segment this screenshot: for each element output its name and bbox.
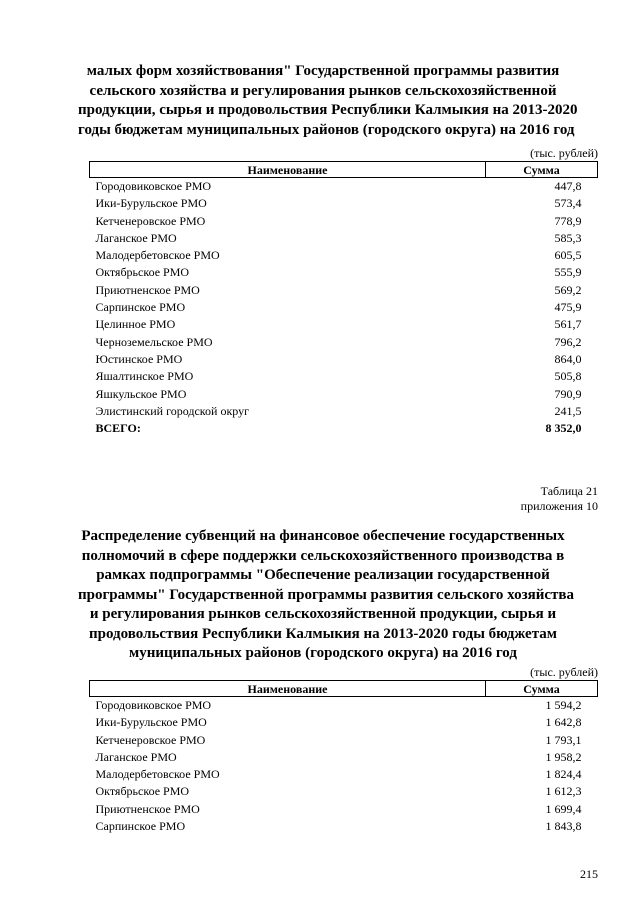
section2-title-line: и регулирования рынков сельскохозяйственной продукции, сырья и [89, 606, 557, 622]
page-number: 215 [580, 867, 598, 881]
row-sum: 447,8 [554, 179, 582, 193]
section2-caption [521, 484, 598, 514]
table-row [90, 230, 598, 247]
table-header-row [90, 681, 598, 697]
table-row [90, 334, 598, 351]
row-sum: 1 958,2 [545, 749, 582, 764]
total-row [90, 420, 598, 437]
table-row [90, 316, 598, 333]
row-sum: 585,3 [554, 230, 582, 245]
total-label: ВСЕГО: [95, 421, 141, 436]
row-sum: 864,0 [554, 351, 582, 366]
header-sum: Сумма [486, 681, 598, 697]
row-sum: 790,9 [554, 386, 582, 401]
total-sum: 8 352,0 [545, 421, 582, 436]
row-sum: 1 824,4 [545, 767, 582, 782]
row-name: Приютненское РМО [95, 801, 200, 816]
row-sum: 1 699,4 [545, 801, 582, 816]
row-name: Юстинское РМО [95, 351, 183, 366]
table-row [90, 714, 598, 731]
row-sum: 573,4 [554, 196, 582, 211]
table-row [90, 766, 598, 783]
table-row [90, 368, 598, 385]
row-sum: 1 843,8 [545, 819, 582, 834]
section1-title-line: сельского хозяйства и регулирования рынков сельскохозяйственной [89, 82, 557, 99]
section1-title [78, 62, 578, 140]
header-name: Наименование [90, 162, 486, 178]
section2-table [89, 680, 598, 835]
row-sum: 1 594,2 [545, 698, 582, 712]
section2-title-line: полномочий в сфере поддержки сельскохозяйственного производства в [81, 547, 565, 564]
row-name: Городовиковское РМО [95, 179, 212, 193]
row-sum: 555,9 [554, 265, 582, 280]
section2-title-line: продовольствия Республики Калмыкия на 2013-2020 годы бюджетам [89, 625, 557, 642]
row-name: Целинное РМО [95, 317, 176, 332]
table-row [90, 195, 598, 212]
row-name: Кетченеровское РМО [95, 732, 206, 747]
appendix-number: приложения 10 [520, 499, 598, 513]
row-sum: 505,8 [554, 369, 582, 384]
table-row [90, 732, 598, 749]
table-row [90, 403, 598, 420]
table-row [90, 282, 598, 299]
section2-title-line: муниципальных районов (городского округа) на 2016 год [129, 645, 517, 661]
table-row [90, 213, 598, 230]
row-name: Кетченеровское РМО [95, 213, 206, 228]
row-name: Сарпинское РМО [95, 819, 186, 834]
row-name: Элистинский городской округ [95, 403, 250, 418]
header-sum: Сумма [486, 162, 598, 178]
table-row [90, 783, 598, 800]
row-name: Лаганское РМО [95, 749, 177, 764]
row-name: Городовиковское РМО [95, 698, 212, 712]
section2-title-line: программы" Государственной программы развития сельского хозяйства [78, 586, 574, 603]
section1-units: (тыс. рублей) [530, 146, 598, 160]
row-name: Малодербетовское РМО [95, 767, 220, 782]
row-name: Яшкульское РМО [95, 386, 187, 401]
table-header-row [90, 162, 598, 178]
row-sum: 561,7 [554, 317, 582, 332]
table-row [90, 818, 598, 835]
row-sum: 569,2 [554, 282, 582, 297]
table-row [90, 247, 598, 264]
row-sum: 778,9 [554, 213, 582, 228]
table-row [90, 749, 598, 766]
row-name: Сарпинское РМО [95, 300, 186, 315]
row-name: Октябрьское РМО [95, 265, 190, 280]
table-row [90, 697, 598, 715]
row-name: Октябрьское РМО [95, 784, 190, 799]
section2-units: (тыс. рублей) [530, 665, 598, 679]
row-sum: 1 612,3 [545, 784, 582, 799]
row-name: Приютненское РМО [95, 282, 200, 297]
table-number: Таблица 21 [540, 484, 598, 498]
table-row [90, 386, 598, 403]
section1-table [89, 161, 598, 437]
row-name: Малодербетовское РМО [95, 248, 220, 263]
row-sum: 1 642,8 [545, 715, 582, 730]
row-name: Ики-Бурульское РМО [95, 196, 207, 211]
row-name: Яшалтинское РМО [95, 369, 194, 384]
row-name: Ики-Бурульское РМО [95, 715, 207, 730]
row-sum: 605,5 [554, 248, 582, 263]
table-row [90, 264, 598, 281]
row-name: Черноземельское РМО [95, 334, 213, 349]
table-row [90, 299, 598, 316]
section1-title-line: продукции, сырья и продовольствия Республики Калмыкия на 2013-2020 [78, 102, 578, 118]
row-sum: 1 793,1 [545, 732, 582, 747]
table-row [90, 801, 598, 818]
header-name: Наименование [90, 681, 486, 697]
section2-title-line: рамках подпрограммы "Обеспечение реализации государственной [96, 567, 550, 583]
row-sum: 475,9 [554, 300, 582, 315]
section2-title [78, 527, 574, 664]
section2-title-line: Распределение субвенций на финансовое обеспечение государственных [81, 528, 565, 544]
row-sum: 796,2 [554, 334, 582, 349]
table-row [90, 178, 598, 196]
row-sum: 241,5 [554, 403, 582, 418]
section1-title-line: малых форм хозяйствования" Государственной программы развития [86, 63, 560, 79]
section1-title-line: годы бюджетам муниципальных районов (городского округа) на 2016 год [78, 121, 575, 138]
table-row [90, 351, 598, 368]
row-name: Лаганское РМО [95, 230, 177, 245]
